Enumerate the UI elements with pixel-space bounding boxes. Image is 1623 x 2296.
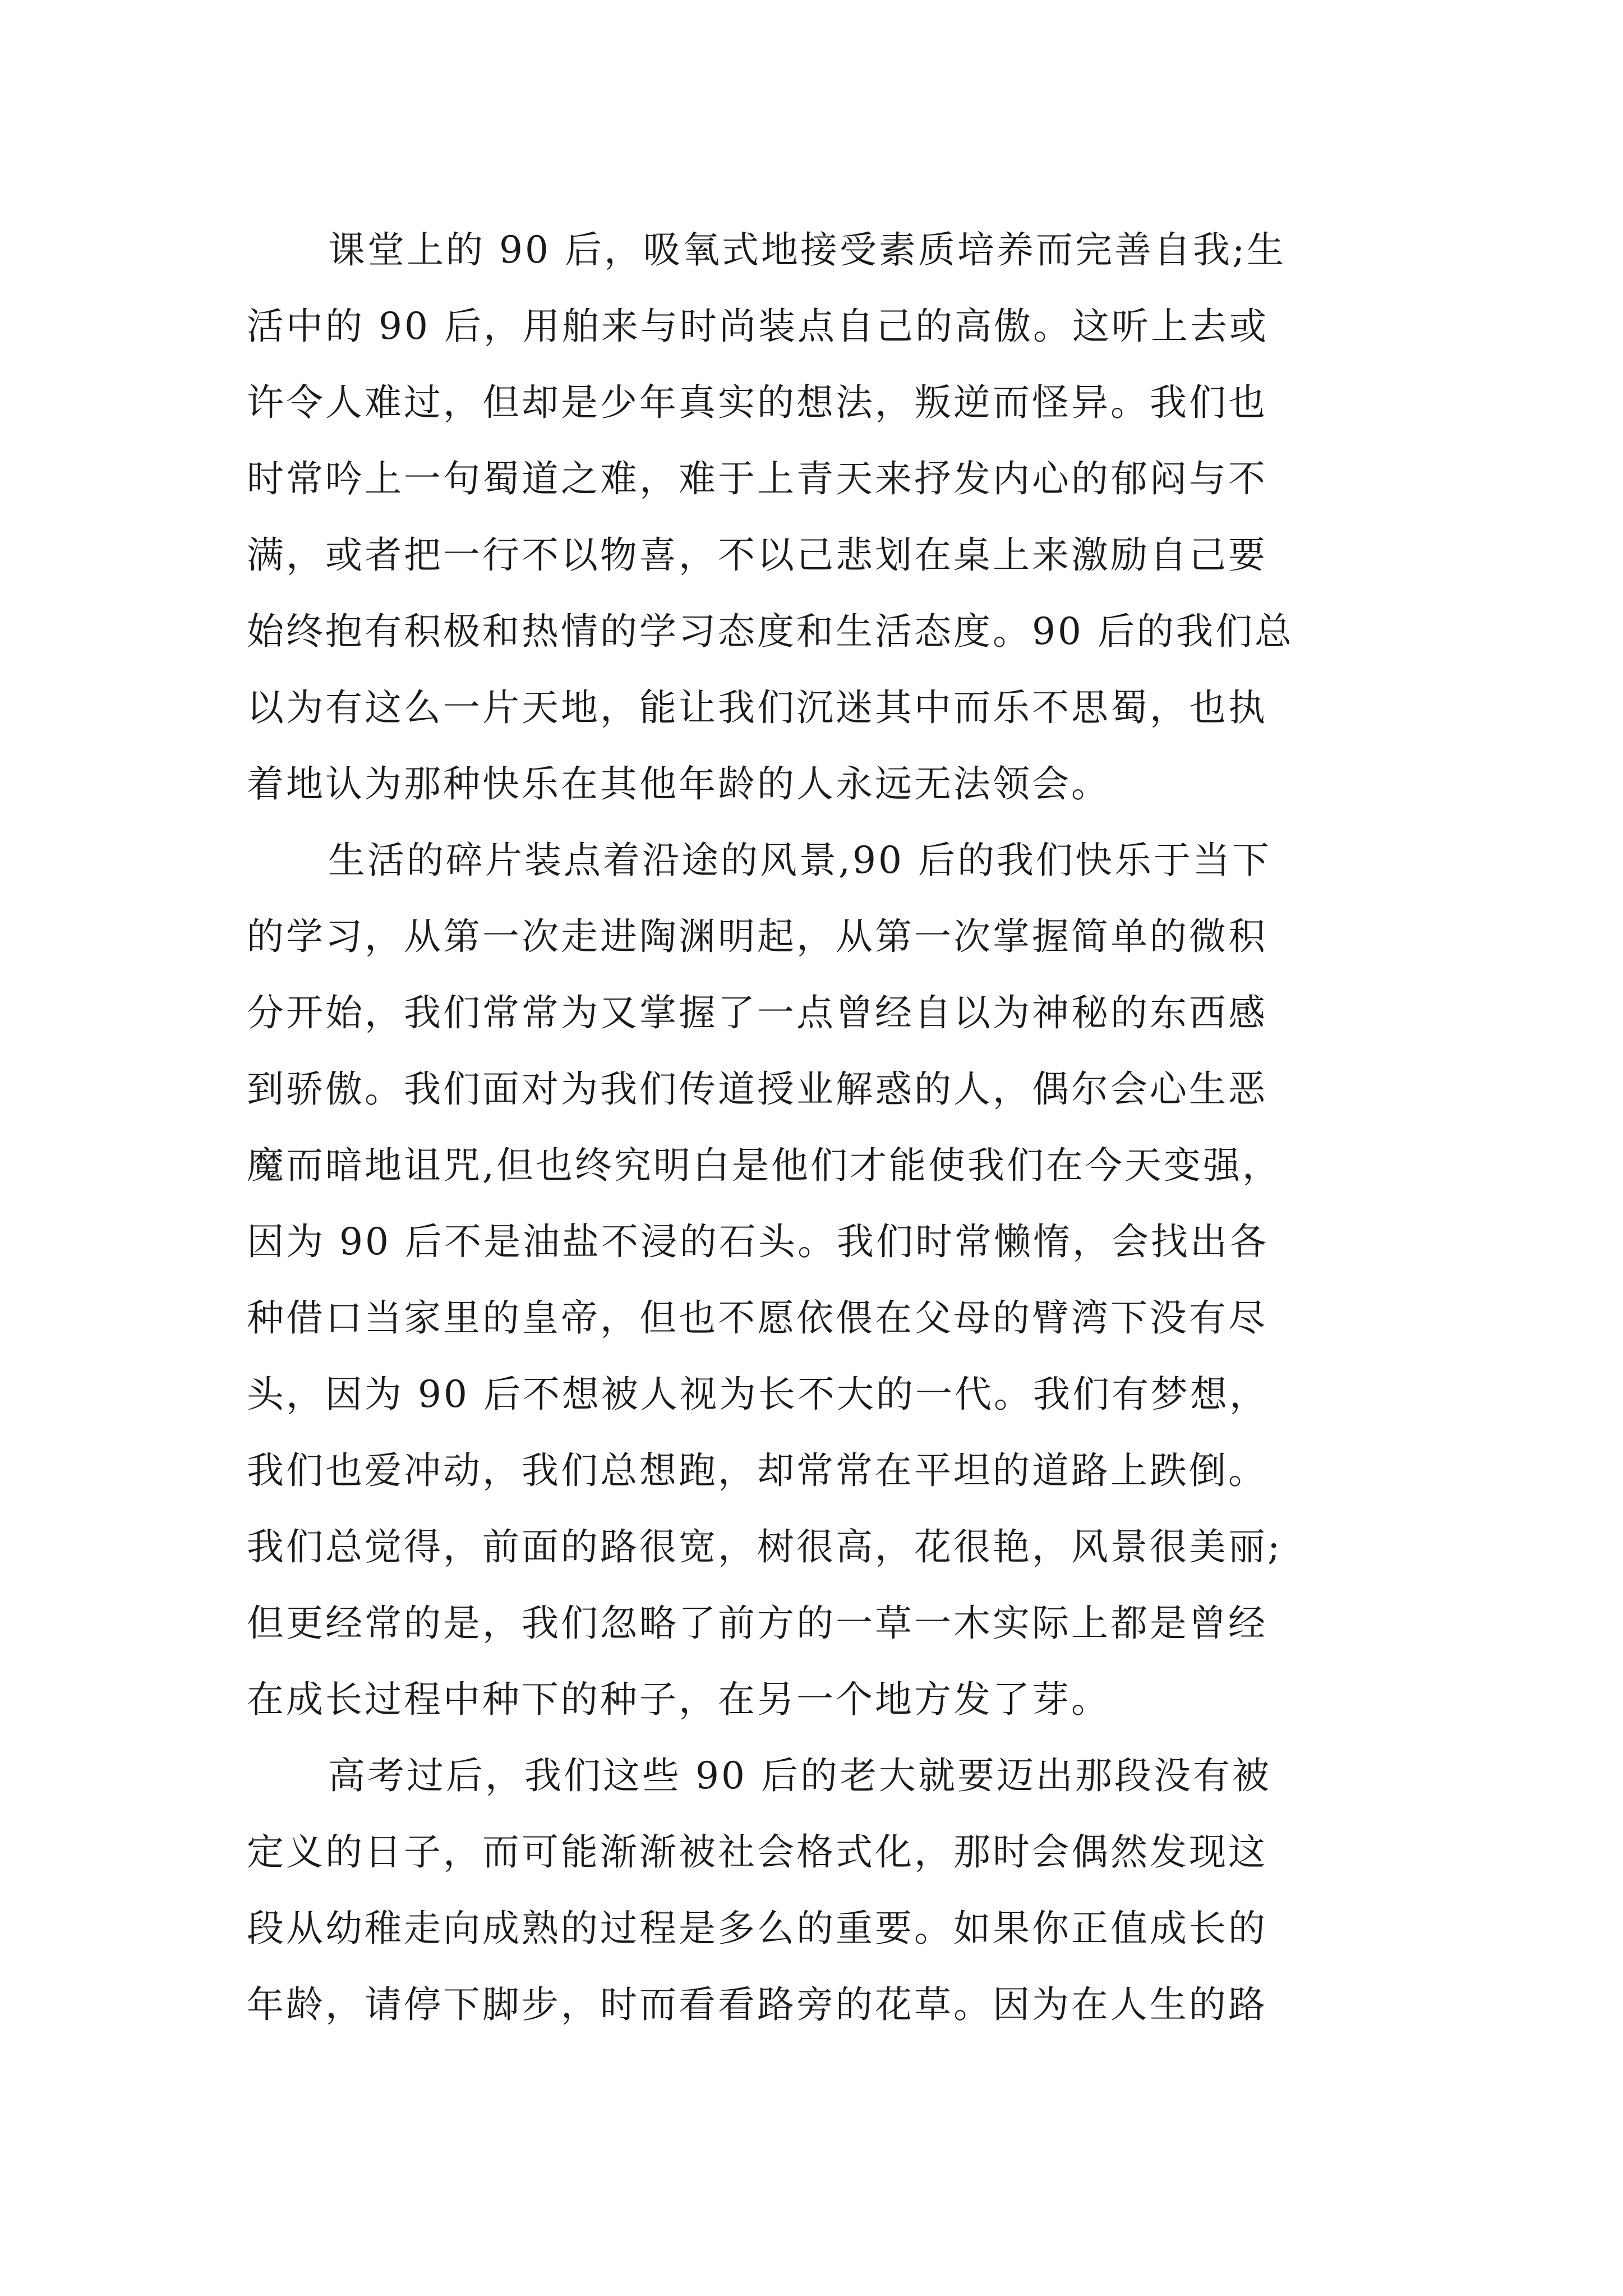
text-line: 生活的碎片装点着沿途的风景,90 后的我们快乐于当下 <box>328 839 1271 882</box>
text-line: 定义的日子，而可能渐渐被社会格式化，那时会偶然发现这 <box>247 1830 1267 1874</box>
text-line: 以为有这么一片天地，能让我们沉迷其中而乐不思蜀，也执 <box>247 686 1267 729</box>
paragraph-3 <box>247 1738 1391 2043</box>
text-line: 我们总觉得，前面的路很宽，树很高，花很艳，风景很美丽; <box>247 1525 1283 1568</box>
text-line: 种借口当家里的皇帝，但也不愿依偎在父母的臂湾下没有尽 <box>247 1296 1267 1340</box>
text-line: 活中的 90 后，用舶来与时尚装点自己的高傲。这听上去或 <box>247 305 1269 348</box>
text-line: 年龄，请停下脚步，时而看看路旁的花草。因为在人生的路 <box>247 1983 1267 2026</box>
text-line: 段从幼稚走向成熟的过程是多么的重要。如果你正值成长的 <box>247 1907 1267 1950</box>
paragraph-2 <box>247 822 1391 1738</box>
text-line: 魔而暗地诅咒,但也终究明白是他们才能使我们在今天变强， <box>247 1144 1281 1187</box>
text-line: 许令人难过，但却是少年真实的想法，叛逆而怪异。我们也 <box>247 381 1267 424</box>
text-line: 始终抱有积极和热情的学习态度和生活态度。90 后的我们总 <box>247 610 1294 653</box>
text-line: 满，或者把一行不以物喜，不以己悲划在桌上来激励自己要 <box>247 533 1267 577</box>
text-line: 着地认为那种快乐在其他年龄的人永远无法领会。 <box>247 762 1110 806</box>
document-body <box>247 212 1391 2043</box>
text-line: 时常吟上一句蜀道之难，难于上青天来抒发内心的郁闷与不 <box>247 457 1267 500</box>
text-line: 高考过后，我们这些 90 后的老大就要迈出那段没有被 <box>328 1754 1271 1797</box>
text-line: 在成长过程中种下的种子，在另一个地方发了芽。 <box>247 1678 1110 1721</box>
text-line: 分开始，我们常常为又掌握了一点曾经自以为神秘的东西感 <box>247 991 1267 1034</box>
text-line: 到骄傲。我们面对为我们传道授业解惑的人，偶尔会心生恶 <box>247 1068 1267 1111</box>
text-line: 课堂上的 90 后，吸氧式地接受素质培养而完善自我;生 <box>328 228 1287 272</box>
text-line: 但更经常的是，我们忽略了前方的一草一木实际上都是曾经 <box>247 1602 1267 1645</box>
text-line: 的学习，从第一次走进陶渊明起，从第一次掌握简单的微积 <box>247 915 1267 958</box>
paragraph-1 <box>247 212 1391 822</box>
text-line: 因为 90 后不是油盐不浸的石头。我们时常懒惰，会找出各 <box>247 1220 1269 1263</box>
text-line: 头，因为 90 后不想被人视为长不大的一代。我们有梦想， <box>247 1373 1269 1416</box>
text-line: 我们也爱冲动，我们总想跑，却常常在平坦的道路上跌倒。 <box>247 1449 1267 1492</box>
